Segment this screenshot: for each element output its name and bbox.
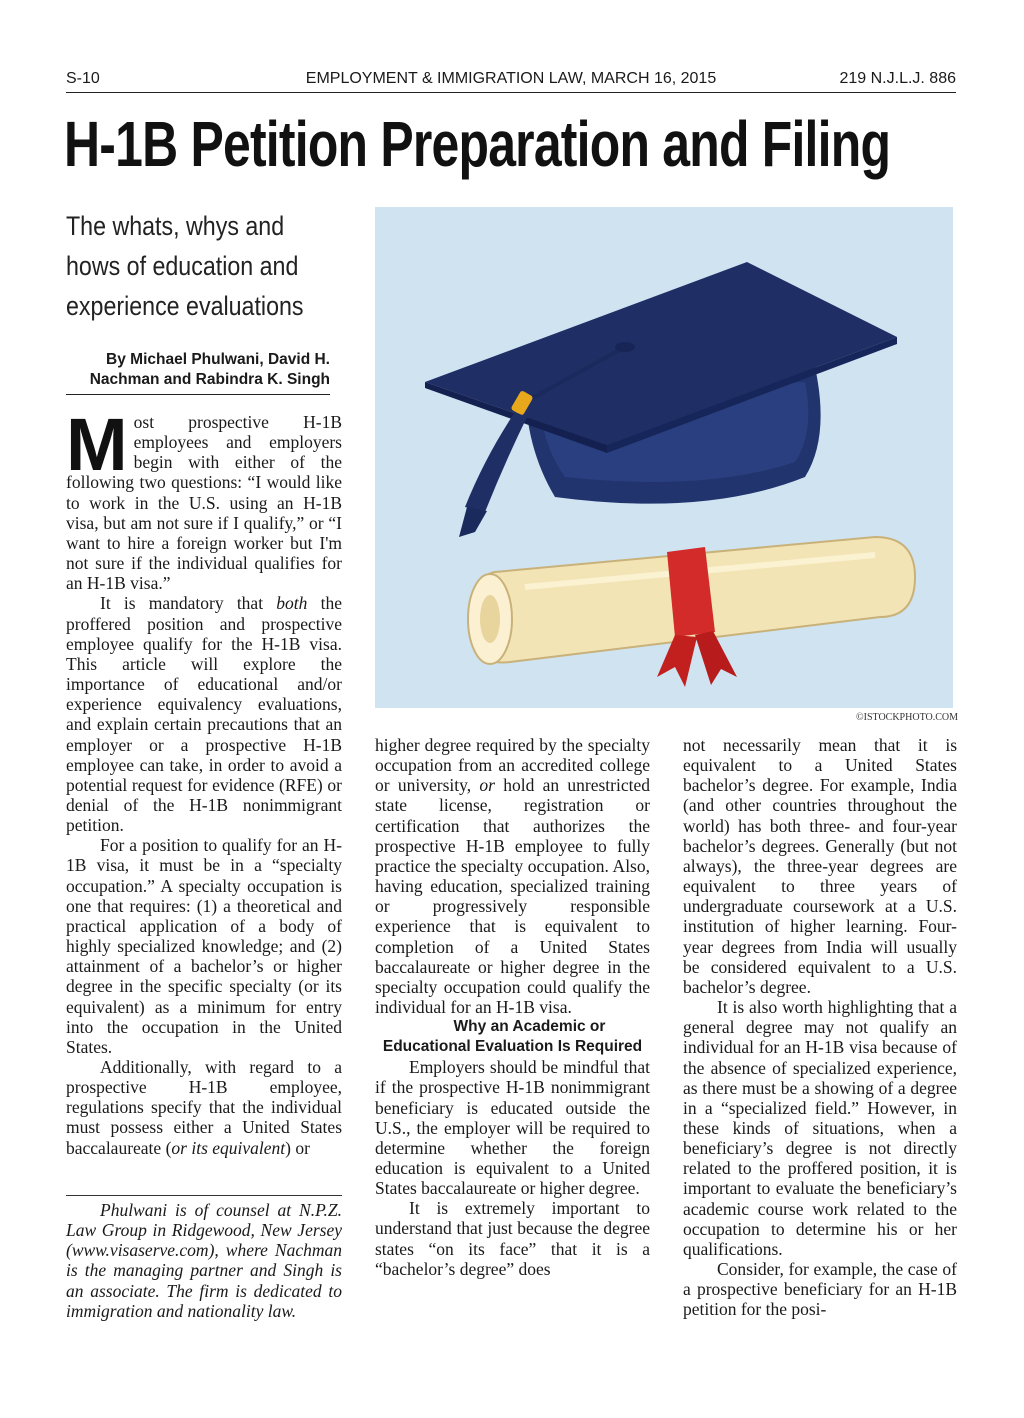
column-2 xyxy=(375,735,650,1279)
byline-line-1: By Michael Phulwani, David H. xyxy=(106,351,330,368)
graduation-cap-icon xyxy=(375,207,953,708)
paragraph: Employers should be mindful that if the prospective H-1B nonimmigrant beneficiary is educated outside the U.S., the employer will be required to determine whether the foreign education is equivalent to a United States baccalaureate or higher degree. xyxy=(375,1057,650,1199)
author-note: Phulwani is of counsel at N.P.Z. Law Group in Ridgewood, New Jersey (www.visaserve.com), where Nachman is the managing partner and Singh is an associate. The firm is dedicated to immigration and nationality law. xyxy=(66,1195,342,1321)
paragraph: not necessarily mean that it is equivalent to a United States bachelor’s degree. For example, India (and other countries throughout the world) has both three- and four-year bachelor’s degrees. Generally (but not always), the three-year degrees are equivalent to three years of undergraduate coursework at a U.S. institution of higher learning. Four-year degrees from India will usually be considered equivalent to a U.S. bachelor’s degree. xyxy=(683,735,957,997)
graduation-cap-illustration xyxy=(375,207,953,708)
section-title: EMPLOYMENT & IMMIGRATION LAW, MARCH 16, 2015 xyxy=(305,70,717,87)
column-3 xyxy=(683,735,957,1320)
paragraph: For a position to qualify for an H-1B visa, it must be in a “specialty occupation.” A specialty occupation is one that requires: (1) a theoretical and practical application of a body of highly specialized knowledge; and (2) attainment of a bachelor’s or higher degree in the specific specialty (or its equivalent) as a minimum for entry into the occupation in the United States. xyxy=(66,835,342,1057)
paragraph: It is also worth highlighting that a general degree may not qualify an individual for an H-1B visa because of the absence of specialized experience, as there must be a showing of a degree in a “specialized field.” However, in these kinds of situations, when a beneficiary’s degree is not directly related to the proffered position, it is important to evaluate the beneficiary’s academic course work related to the occupation to determine his or her qualifications. xyxy=(683,997,957,1259)
drop-cap: M xyxy=(66,403,128,486)
paragraph: Most prospective H-1B employees and employers begin with either of the following two questions: “I would like to work in the U.S. using an H-1B visa, but am not sure if I qualify,” or “I want to hire a foreign worker but I'm not sure if the individual qualifies for an H-1B visa.” xyxy=(66,403,342,594)
paragraph: It is extremely important to understand that just because the degree states “on its face” that it is a “bachelor’s degree” does xyxy=(375,1198,650,1279)
section-subhead: Why an Academic or Educational Evaluation Is Required xyxy=(382,1018,643,1056)
running-head xyxy=(66,68,956,93)
article-deck: The whats, whys and hows of education and experience evaluations xyxy=(66,211,304,321)
column-1 xyxy=(66,403,342,1158)
citation: 219 N.J.L.J. 886 xyxy=(839,70,956,87)
paragraph: Additionally, with regard to a prospective H-1B employee, regulations specify that the individual must possess either a United States baccalaureate (or its equivalent) or xyxy=(66,1057,342,1158)
article-title: H-1B Petition Preparation and Filing xyxy=(64,108,891,180)
photo-credit: ©ISTOCKPHOTO.COM xyxy=(856,712,958,723)
page-label: S-10 xyxy=(66,70,100,87)
paragraph: higher degree required by the specialty occupation from an accredited college or university, or hold an unrestricted state license, registration or certification that authorizes the prospective H-1B employee to fully practice the specialty occupation. Also, having education, specialized training or progressively responsible experience that is equivalent to completion of a United States baccalaureate or higher degree in the specialty occupation could qualify the individual for an H-1B visa. xyxy=(375,735,651,1018)
byline-line-2: Nachman and Rabindra K. Singh xyxy=(89,371,330,388)
byline xyxy=(66,350,330,395)
paragraph: It is mandatory that both the proffered position and prospective employee qualify for the H-1B visa. This article will explore the importance of educational and/or experience equivalency evaluations, and explain certain precautions that an employer or a prospective H-1B employee can take, in order to avoid a potential request for evidence (RFE) or denial of the H-1B nonimmigrant petition. xyxy=(66,593,342,836)
paragraph: Consider, for example, the case of a prospective beneficiary for an H-1B petition for the posi- xyxy=(683,1259,957,1320)
